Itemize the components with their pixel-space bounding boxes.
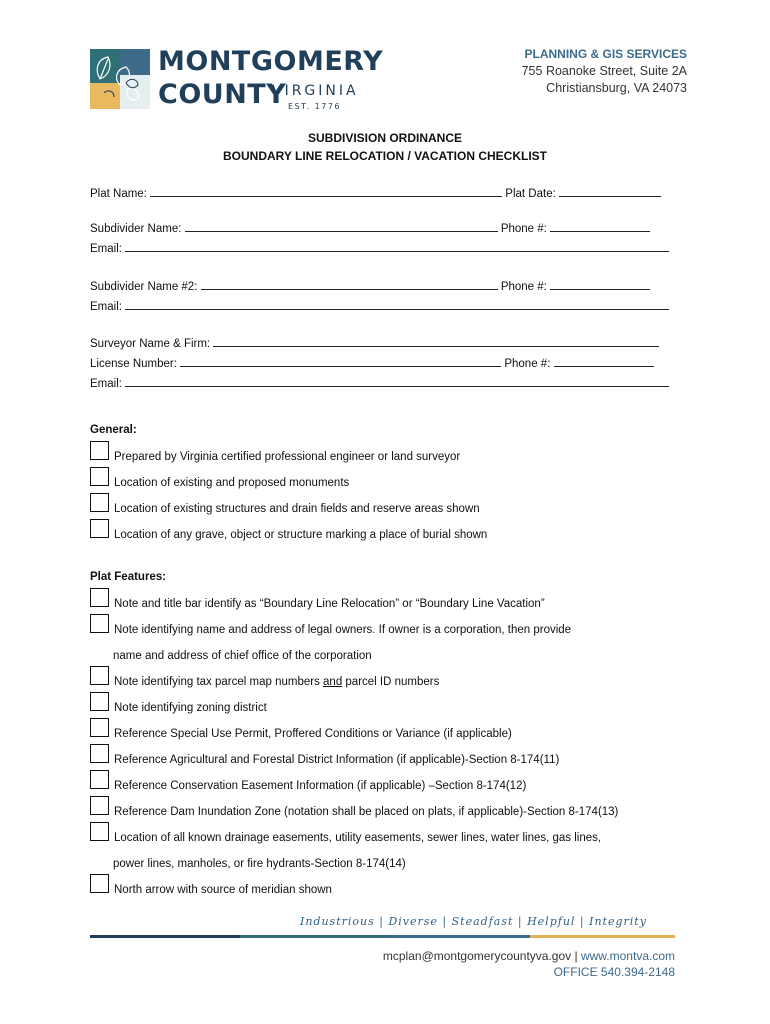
plat-name-field[interactable] — [90, 185, 661, 201]
footer-website-link[interactable]: www.montva.com — [580, 949, 675, 963]
plat-item-easements-continued: power lines, manholes, or fire hydrants-Section 8-174(14) — [113, 858, 406, 870]
checkbox-zoning[interactable] — [90, 692, 109, 711]
plat-item-easements: Location of all known drainage easements, utility easements, sewer lines, water lines, gas lines, — [114, 832, 602, 844]
county-values-tagline: Industrious | Diverse | Steadfast | Helpful | Integrity — [300, 915, 647, 928]
subdivider-2-email-blank[interactable] — [125, 298, 669, 310]
plat-item-owners: Note identifying name and address of legal owners. If owner is a corporation, then provide — [114, 624, 572, 636]
plat-date-label: Plat Date: — [505, 188, 556, 200]
plat-item-dam-inundation: Reference Dam Inundation Zone (notation shall be placed on plats, if applicable)-Section 8-174(13) — [114, 806, 619, 818]
surveyor-field[interactable] — [90, 335, 659, 351]
surveyor-email-field[interactable] — [90, 375, 669, 391]
checkbox-title-bar[interactable] — [90, 588, 109, 607]
address-line-1: 755 Roanoke Street, Suite 2A — [521, 64, 687, 78]
subdivider-phone-label: Phone #: — [500, 223, 547, 235]
plat-item-special-use: Reference Special Use Permit, Proffered Conditions or Variance (if applicable) — [114, 728, 512, 740]
checkbox-easements[interactable] — [90, 822, 109, 841]
general-item-structures: Location of existing structures and drain fields and reserve areas shown — [114, 503, 480, 515]
checkbox-monuments[interactable] — [90, 467, 109, 486]
tax-parcel-text-start: Note identifying tax parcel map numbers — [114, 676, 324, 688]
surveyor-phone-label: Phone #: — [504, 358, 551, 370]
county-logo-mark — [90, 49, 150, 109]
subdivider-phone-blank[interactable] — [550, 220, 650, 232]
subdivider-2-email-field[interactable] — [90, 298, 669, 314]
subdivider-name-2-field[interactable] — [90, 278, 650, 294]
checkbox-north-arrow[interactable] — [90, 874, 109, 893]
subdivider-name-2-blank[interactable] — [201, 278, 498, 290]
subdivider-name-blank[interactable] — [185, 220, 498, 232]
subdivider-name-field[interactable] — [90, 220, 650, 236]
subdivider-2-email-label: Email: — [90, 301, 122, 313]
footer-separator: | — [571, 949, 581, 963]
logo-county-word: COUNTY — [158, 79, 287, 110]
department-name: PLANNING & GIS SERVICES — [524, 47, 687, 61]
logo-established: EST. 1776 — [288, 102, 342, 111]
logo-county-name: MONTGOMERY — [158, 46, 384, 77]
license-blank[interactable] — [180, 355, 501, 367]
footer-contact — [383, 949, 675, 963]
license-field[interactable] — [90, 355, 654, 371]
plat-item-north-arrow: North arrow with source of meridian shown — [114, 884, 332, 896]
footer-color-bar — [90, 935, 675, 938]
general-item-engineer: Prepared by Virginia certified professional engineer or land surveyor — [114, 451, 461, 463]
plat-date-blank[interactable] — [559, 185, 661, 197]
subdivider-2-phone-label: Phone #: — [500, 281, 547, 293]
surveyor-email-label: Email: — [90, 378, 122, 390]
address-line-2: Christiansburg, VA 24073 — [546, 81, 687, 95]
tax-parcel-text-end: parcel ID numbers — [342, 676, 440, 688]
checkbox-engineer[interactable] — [90, 441, 109, 460]
document-title: SUBDIVISION ORDINANCE — [307, 131, 462, 145]
surveyor-label: Surveyor Name & Firm: — [90, 338, 211, 350]
subdivider-name-2-label: Subdivider Name #2: — [90, 281, 198, 293]
plat-name-label: Plat Name: — [90, 188, 147, 200]
surveyor-email-blank[interactable] — [125, 375, 669, 387]
logo-state: VIRGINIA — [272, 83, 359, 99]
surveyor-blank[interactable] — [213, 335, 659, 347]
subdivider-name-label: Subdivider Name: — [90, 223, 182, 235]
general-item-monuments: Location of existing and proposed monuments — [114, 477, 350, 489]
checkbox-dam-inundation[interactable] — [90, 796, 109, 815]
footer-email-link[interactable]: mcplan@montgomerycountyva.gov — [382, 949, 572, 963]
plat-item-owners-continued: name and address of chief office of the corporation — [113, 650, 372, 662]
plat-item-conservation: Reference Conservation Easement Information (if applicable) –Section 8-174(12) — [114, 780, 527, 792]
subdivider-email-label: Email: — [90, 243, 122, 255]
subdivider-2-phone-blank[interactable] — [550, 278, 650, 290]
plat-item-title-bar: Note and title bar identify as “Boundary Line Relocation” or “Boundary Line Vacation” — [114, 598, 545, 610]
footer-office-phone: OFFICE 540.394-2148 — [553, 965, 675, 979]
plat-name-blank[interactable] — [150, 185, 502, 197]
document-subtitle: BOUNDARY LINE RELOCATION / VACATION CHECKLIST — [223, 149, 547, 163]
general-item-burial: Location of any grave, object or structure marking a place of burial shown — [114, 529, 488, 541]
tax-parcel-text-and: and — [323, 676, 343, 688]
checkbox-conservation[interactable] — [90, 770, 109, 789]
checkbox-agricultural[interactable] — [90, 744, 109, 763]
general-heading: General: — [90, 424, 137, 436]
subdivider-email-blank[interactable] — [125, 240, 669, 252]
surveyor-phone-blank[interactable] — [554, 355, 654, 367]
subdivider-email-field[interactable] — [90, 240, 669, 256]
license-label: License Number: — [90, 358, 177, 370]
checkbox-tax-parcel[interactable] — [90, 666, 109, 685]
plat-features-heading: Plat Features: — [90, 571, 167, 583]
plat-item-tax-parcel — [114, 675, 439, 689]
plat-item-agricultural: Reference Agricultural and Forestal District Information (if applicable)-Section 8-174(11) — [114, 754, 560, 766]
checkbox-special-use[interactable] — [90, 718, 109, 737]
checkbox-owners[interactable] — [90, 614, 109, 633]
plat-item-zoning: Note identifying zoning district — [114, 702, 267, 714]
checkbox-burial[interactable] — [90, 519, 109, 538]
checkbox-structures[interactable] — [90, 493, 109, 512]
